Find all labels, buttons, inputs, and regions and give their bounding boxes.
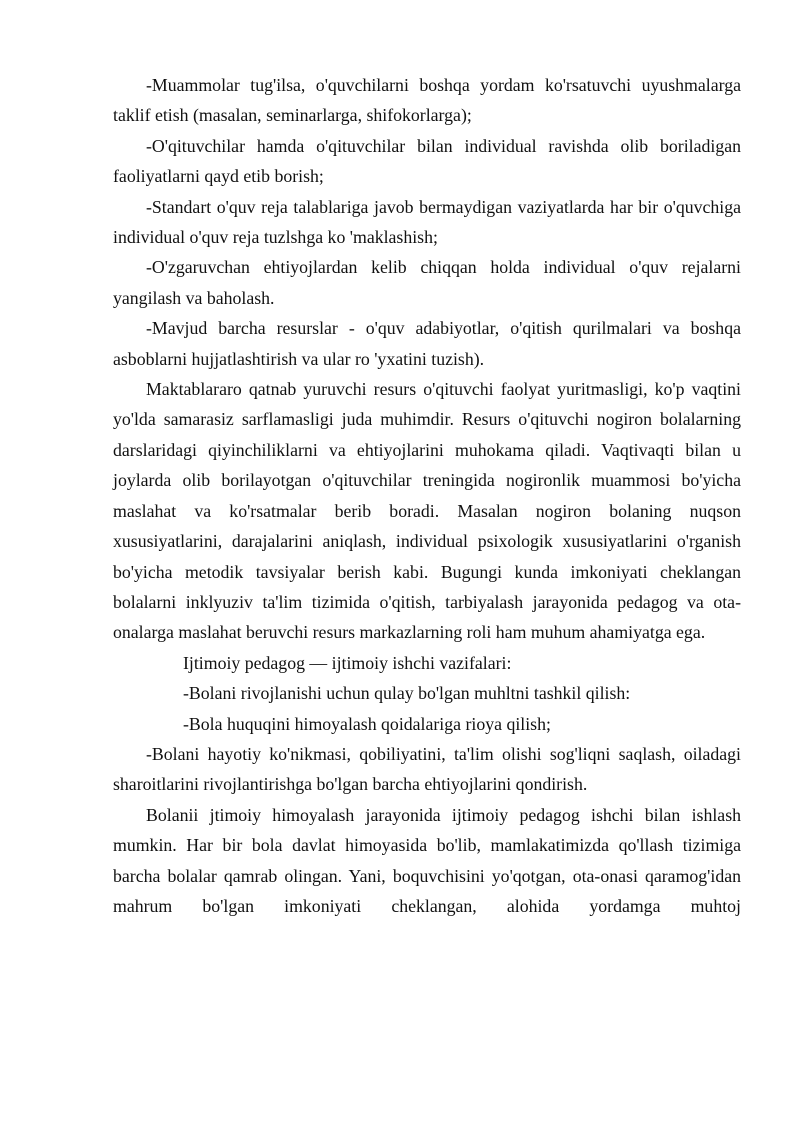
paragraph-individual-plan: -Standart o'quv reja talablariga javob bermaydigan vaziyatlarda har bir o'quvchiga individual o'quv reja tuzlshga ko 'maklashish; [113,196,741,248]
paragraph-social-pedagog-heading: Ijtimoiy pedagog — ijtimoiy ishchi vazifalari: [183,652,512,673]
paragraph-resources: -Mavjud barcha resurslar - o'quv adabiyotlar, o'qitish qurilmalari va boshqa asboblarni hujjatlashtirish va ular ro 'yxatini tuzish). [113,318,741,369]
paragraph-resource-teacher: Maktablararo qatnab yuruvchi resurs o'qituvchi faolyat yuritmasligi, ko'p vaqtini yo'lda samarasiz sarflamasligi juda muhimdir. Resurs o'qituvchi nogiron bolalarning darslaridagi qiyinchiliklarni va ehtiyojlarini muhokama qiladi. Vaqtivaqti bilan u joylarda olib borilayotgan o'qituvchilar treningida nogironlik muammosi bo'yicha maslahat va ko'rsatmalar berib boradi. Masalan nogiron bolaning nuqson xususiyatlarini, darajalarini aniqlash, individual psixologik xususiyatlarini o'rganish bo'yicha metodik tavsiyalar berish kabi. Bugungi kunda imkoniyati cheklangan bolalarni inklyuziv ta'lim tizimida o'qitish, tarbiyalash jarayonida pedagog va ota-onalarga maslahat beruvchi resurs markazlarning roli ham muhum ahamiyatga ega. [113,379,741,643]
paragraph-social-protection: Bolanii jtimoiy himoyalash jarayonida ijtimoiy pedagog ishchi bilan ishlash mumkin. Har bir bola davlat himoyasida bo'lib, mamlakatimizda qo'llash tizimiga barcha bolalar qamrab olingan. Yani, boquvchisini yo'qotgan, ota-onasi qaramog'idan mahrum bo'lgan imkoniyati cheklangan, alohida yordamga muhtoj [113,804,741,916]
paragraph-record-activities: -O'qituvchilar hamda o'qituvchilar bilan individual ravishda olib boriladigan faoliyatlarni qayd etib borish; [113,135,741,187]
paragraph-update-plans: -O'zgaruvchan ehtiyojlardan kelib chiqqan holda individual o'quv rejalarni yangilash va baholash. [113,257,741,308]
paragraph-rights: -Bola huquqini himoyalash qoidalariga rioya qilish; [183,713,551,734]
document-page [113,70,741,921]
paragraph-referral: -Muammolar tug'ilsa, o'quvchilarni boshqa yordam ko'rsatuvchi uyushmalarga taklif etish (masalan, seminarlarga, shifokorlarga); [113,75,741,126]
paragraph-environment: -Bolani rivojlanishi uchun qulay bo'lgan muhltni tashkil qilish: [183,683,631,704]
paragraph-needs: -Bolani hayotiy ko'nikmasi, qobiliyatini, ta'lim olishi sog'liqni saqlash, oiladagi sharoitlarini rivojlantirishga bo'lgan barcha ehtiyojlarini qondirish. [113,743,741,795]
